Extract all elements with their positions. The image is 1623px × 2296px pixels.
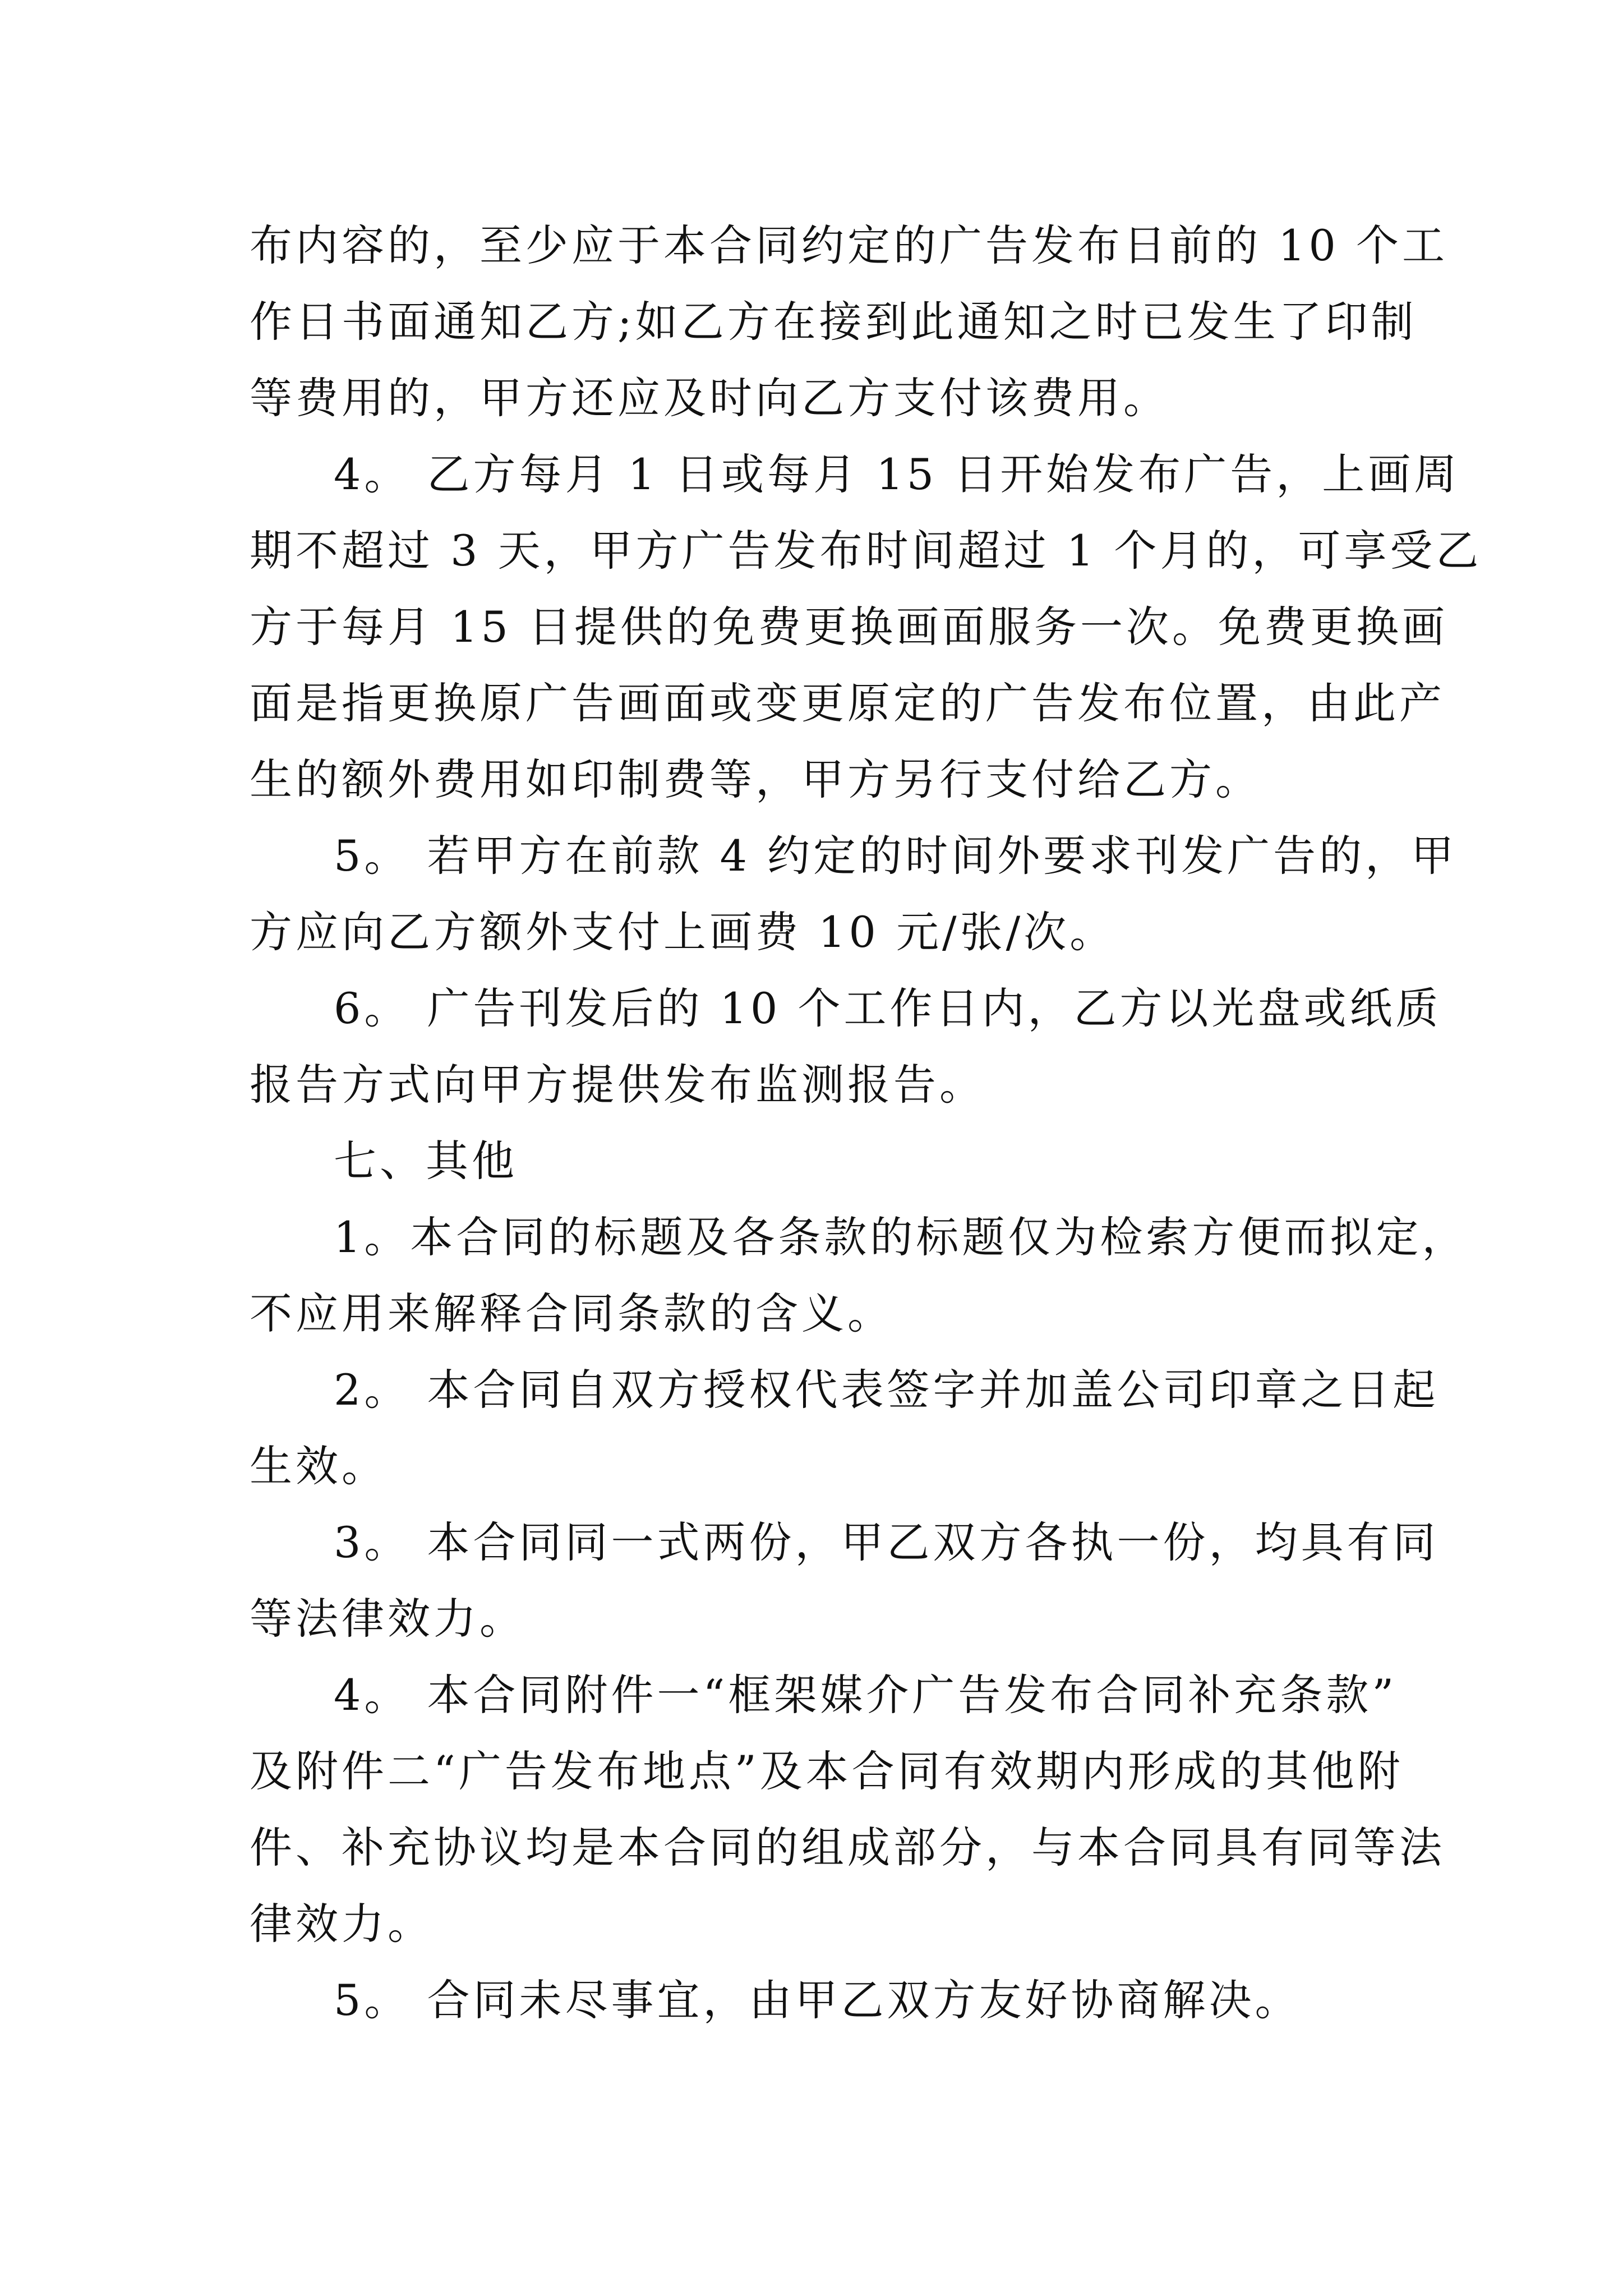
section-heading-other: 七、其他 (334, 1136, 518, 1186)
text-line: 及附件二“广告发布地点”及本合同有效期内形成的其他附 (250, 1746, 1404, 1796)
text-line: 面是指更换原广告画面或变更原定的广告发布位置，由此产 (250, 678, 1445, 728)
text-line: 不应用来解释合同条款的含义。 (250, 1289, 893, 1338)
clause-6-start: 6。 广告刊发后的 10 个工作日内，乙方以光盘或纸质 (334, 983, 1442, 1033)
other-clause-2-start: 2。 本合同自双方授权代表签字并加盖公司印章之日起 (334, 1365, 1439, 1415)
text-line: 方应向乙方额外支付上画费 10 元/张/次。 (250, 907, 1116, 957)
text-line: 布内容的，至少应于本合同约定的广告发布日前的 10 个工 (250, 220, 1449, 270)
other-clause-5-start: 5。 合同未尽事宜，由甲乙双方友好协商解决。 (334, 1975, 1301, 2025)
text-line: 方于每月 15 日提供的免费更换画面服务一次。免费更换画 (250, 602, 1449, 652)
clause-4-start: 4。 乙方每月 1 日或每月 15 日开始发布广告，上画周 (334, 449, 1460, 499)
text-line: 件、补充协议均是本合同的组成部分，与本合同具有同等法 (250, 1823, 1445, 1872)
text-line: 报告方式向甲方提供发布监测报告。 (250, 1060, 985, 1110)
text-line: 期不超过 3 天，甲方广告发布时间超过 1 个月的，可享受乙 (250, 526, 1482, 576)
clause-5-start: 5。 若甲方在前款 4 约定的时间外要求刊发广告的，甲 (334, 831, 1458, 881)
text-line: 生效。 (250, 1441, 388, 1491)
text-line: 等费用的，甲方还应及时向乙方支付该费用。 (250, 373, 1169, 423)
text-line: 律效力。 (250, 1899, 434, 1949)
text-line: 生的额外费用如印制费等，甲方另行支付给乙方。 (250, 754, 1261, 804)
contract-text (250, 208, 1482, 2039)
other-clause-4-start: 4。 本合同附件一“框架媒介广告发布合同补充条款” (334, 1670, 1398, 1720)
other-clause-3-start: 3。 本合同同一式两份，甲乙双方各执一份，均具有同 (334, 1517, 1439, 1567)
text-line: 作日书面通知乙方;如乙方在接到此通知之时已发生了印制 (250, 297, 1417, 347)
other-clause-1-start: 1。本合同的标题及各条款的标题仅为检索方便而拟定， (334, 1212, 1468, 1262)
text-line: 等法律效力。 (250, 1594, 525, 1644)
